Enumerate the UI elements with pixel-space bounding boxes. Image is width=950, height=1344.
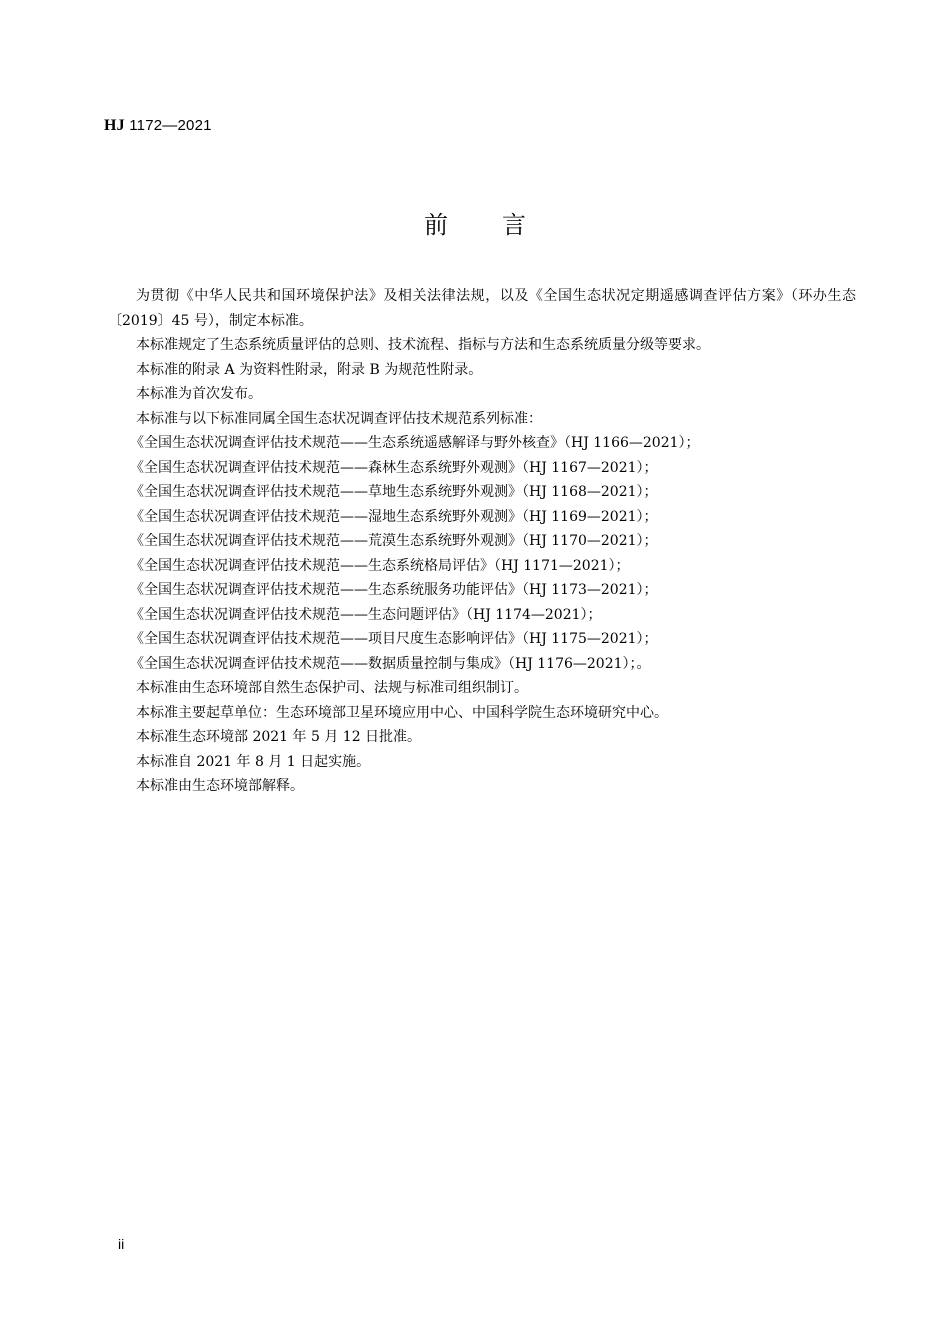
paragraph-purpose: 为贯彻《中华人民共和国环境保护法》及相关法律法规，以及《全国生态状况定期遥感调查评估方案》（环办生态〔2019〕45 号），制定本标准。 xyxy=(108,288,856,329)
paragraph-first-release: 本标准为首次发布。 xyxy=(136,386,262,402)
standard-code-header xyxy=(104,117,212,135)
paragraph-series-intro: 本标准与以下标准同属全国生态状况调查评估技术规范系列标准： xyxy=(136,410,542,427)
series-list-item: 《全国生态状况调查评估技术规范——生态系统格局评估》（HJ 1171—2021）； xyxy=(130,557,630,574)
series-list-item: 《全国生态状况调查评估技术规范——项目尺度生态影响评估》（HJ 1175—2021）； xyxy=(130,631,658,647)
series-list-item: 《全国生态状况调查评估技术规范——生态问题评估》（HJ 1174—2021）； xyxy=(130,606,602,623)
series-list-item: 《全国生态状况调查评估技术规范——森林生态系统野外观测》（HJ 1167—2021）； xyxy=(130,459,658,476)
paragraph-effective-date: 本标准自 2021 年 8 月 1 日起实施。 xyxy=(136,753,371,770)
paragraph-drafting-units: 本标准主要起草单位：生态环境部卫星环境应用中心、中国科学院生态环境研究中心。 xyxy=(136,704,668,721)
foreword-body xyxy=(108,284,856,799)
series-list-item: 《全国生态状况调查评估技术规范——湿地生态系统野外观测》（HJ 1169—2021）； xyxy=(130,508,658,525)
series-list-item: 《全国生态状况调查评估技术规范——生态系统服务功能评估》（HJ 1173—2021）； xyxy=(130,582,658,598)
paragraph-appendix: 本标准的附录 A 为资料性附录，附录 B 为规范性附录。 xyxy=(136,361,483,378)
page-number: ii xyxy=(118,1236,125,1252)
paragraph-scope: 本标准规定了生态系统质量评估的总则、技术流程、指标与方法和生态系统质量分级等要求。 xyxy=(136,337,710,353)
standard-number: 1172—2021 xyxy=(124,117,212,134)
standard-prefix: HJ xyxy=(104,117,125,134)
series-list-item: 《全国生态状况调查评估技术规范——草地生态系统野外观测》（HJ 1168—2021）； xyxy=(130,484,658,500)
paragraph-interpretation: 本标准由生态环境部解释。 xyxy=(136,778,304,794)
page-title: 前言 xyxy=(424,211,580,239)
series-list-item: 《全国生态状况调查评估技术规范——数据质量控制与集成》（HJ 1176—2021）；。 xyxy=(130,655,651,672)
series-list-item: 《全国生态状况调查评估技术规范——生态系统遥感解译与野外核查》（HJ 1166—2021）； xyxy=(130,435,700,451)
series-list-item: 《全国生态状况调查评估技术规范——荒漠生态系统野外观测》（HJ 1170—2021）； xyxy=(130,533,658,549)
paragraph-approval-date: 本标准生态环境部 2021 年 5 月 12 日批准。 xyxy=(136,729,422,745)
paragraph-organizer: 本标准由生态环境部自然生态保护司、法规与标准司组织制订。 xyxy=(136,680,528,696)
